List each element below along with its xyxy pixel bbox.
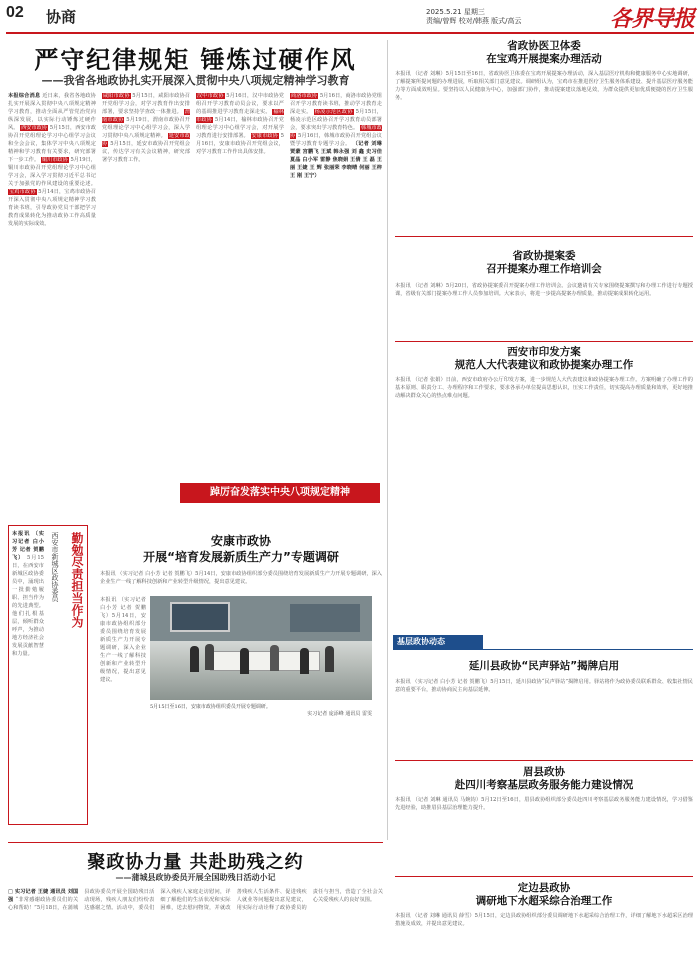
para-baoji: 5月14日，宝鸡市政协召开深入贯彻中央八项规定精神学习教育读书班，引导政协党员干部把学习教育成果转化为推动政协工作高质量发展的实际成效。	[8, 189, 96, 227]
divider	[395, 760, 693, 761]
issue-date: 2025.5.21 星期三	[426, 8, 485, 16]
bottom-story-body	[8, 888, 383, 970]
ankang-story-title: 安康市政协 开展“培育发展新质生产力”专题调研	[143, 534, 339, 564]
tag-xian: 西安市政协	[21, 125, 48, 131]
photo-screen	[290, 604, 360, 632]
vertical-feature-body	[12, 530, 44, 822]
tag-baoji: 宝鸡市政协	[9, 189, 36, 195]
issue-meta	[426, 8, 522, 26]
main-intro: 近日来，我省各地政协扎实开展深入贯彻中央八项规定精神学习教育，推动全面从严管党治党向纵深发展，以实际行动锤炼过硬作风。	[8, 93, 96, 131]
tag-ankang: 安康市政协	[251, 133, 278, 139]
photo-caption	[150, 704, 372, 718]
story2-title: 省政协提案委 召开提案办理工作培训会	[486, 250, 602, 275]
story3-title: 西安市印发方案 规范人大代表建议和政协提案办理工作	[454, 346, 634, 371]
divider	[395, 876, 693, 877]
block-tag: 基层政协动态	[393, 635, 483, 649]
para-ankang: 5月16日，安康市政协召开党组会议，对学习教育工作作出具体安排。	[196, 133, 284, 155]
main-column-1	[8, 92, 96, 477]
section-banner: 踔厉奋发落实中央八项规定精神	[180, 483, 380, 503]
tag-yanan: 延安市政协	[102, 133, 190, 147]
para-yulin: 5月14日，榆林市政协召开党组理论学习中心组学习会，对开展学习教育进行安排部署。	[196, 117, 284, 139]
issue-editors: 责编/曾辉 校对/韩燕 版式/高云	[426, 17, 522, 25]
para-hanzhong: 5月16日，汉中市政协党组召开学习教育动员会议，要求以严的基调推进学习教育走深走实。	[196, 93, 284, 115]
story5-body: 本报讯 （记者 刘琳 通讯员 马婉钧）5月12日至16日，眉县政协组织部分委员赴四川考察基层政务服务能力建设情况，学习借鉴先进经验，助推眉县基层治理能力提升。	[395, 797, 693, 811]
vertical-feature-byline: 本报讯 （实习记者 白小芳 记者 贺鹏飞）	[12, 531, 44, 561]
para-yangling: 5月15日，杨凌示范区政协召开学习教育动员部署会，要求突出学习教育特色。	[290, 109, 382, 131]
story1-body: 本报讯 （记者 刘琳）5月15日至16日，省政协医卫体委在宝鸡开展提案办理活动，深入基层医疗机构和健康服务中心实地调研，了解提案所提问题的办理进展，听取相关部门意见建议。调研组认为，宝鸡市在推进医疗卫生服务体系建设、提升基层医疗服务能力等方面成效明显。要坚持以人民健康为中心，加强部门协作，推动提案建议落地见效，为群众提供更加优质便捷的医疗卫生服务。	[395, 71, 693, 101]
ankang-story-side: 本报讯 （实习记者 白小芳 记者 贺鹏飞）5月14日，安康市政协组织部分委员围绕培育发展新质生产力开展专题调研，深入企业生产一线了解科技创新和产业转型升级情况，提出意见建议。	[100, 597, 146, 683]
column-divider	[387, 40, 388, 840]
story1-title: 省政协医卫体委 在宝鸡开展提案办理活动	[486, 40, 602, 65]
main-column-4	[290, 92, 382, 477]
story4-title: 延川县政协“民声驿站”揭牌启用	[468, 660, 620, 672]
story4-body: 本报讯 （实习记者 白小芳 记者 贺鹏飞）5月15日，延川县政协“民声驿站”揭牌启用。驿站将作为政协委员联系群众、收集社情民意的重要平台，推动协商民主向基层延伸。	[395, 679, 693, 693]
tag-yangling: 杨凌示范区政协	[314, 109, 353, 115]
photo-caption-text: 5月15日至16日，安康市政协组织委员开展专题调研。	[150, 704, 271, 710]
tag-tongchuan: 铜川市政协	[41, 157, 68, 163]
masthead	[6, 4, 694, 34]
bottom-story-byline: □ 实习记者 王婕 通讯员 刘国强	[8, 889, 79, 903]
story2-body: 本报讯 （记者 刘琳）5月20日，省政协提案委召开提案办理工作培训会。会议邀请有关专家围绕提案撰写和办理工作进行专题授课，省级有关部门提案办理工作人员参加培训。大家表示，将进一步提高提案办理质量，推动提案成果转化运用。	[395, 283, 693, 297]
section-title: 协商	[46, 8, 77, 26]
main-headline: 严守纪律规矩 锤炼过硬作风	[34, 46, 357, 74]
block-tag-rule	[393, 649, 693, 650]
main-byline: 本报综合消息	[8, 93, 41, 99]
bottom-story-text: “非常感谢政协委员们的关心和帮助！”5月18日，在蒲城县政协委员开展全国助残日活动现场，残疾人朋友们纷纷表达感谢之情。活动中，委员们深入残疾人家庭走访慰问，详细了解他们的生活状况和实际困难，送去慰问物资，并就改善残疾人生活条件、促进残疾人就业等问题提出意见建议，用实际行动诠释了政协委员的责任与担当，营造了全社会关心关爱残疾人的良好氛围。	[8, 889, 383, 911]
tag-hancheng: 韩城市政协	[290, 125, 382, 139]
para-weinan: 5月19日，渭南市政协召开党组理论学习中心组学习会，深入学习贯彻中央八项规定精神。	[102, 117, 190, 139]
ankang-story-body: 本报讯 （实习记者 白小芳 记者 贺鹏飞）5月14日，安康市政协组织部分委员围绕培育发展新质生产力开展专题调研，深入企业生产一线了解科技创新和产业转型升级情况，提出意见建议。	[100, 571, 382, 585]
divider	[8, 842, 383, 843]
photo-credit: 实习记者 庞添峰 通讯员 雷雯	[307, 711, 372, 717]
photo-screen	[170, 602, 230, 632]
tag-weinan: 渭南市政协	[102, 109, 190, 123]
vertical-feature-title: 勤勉尽责担当作为	[70, 532, 84, 628]
bottom-story-subtitle: ——蒲城县政协委员开展全国助残日活动小记	[115, 873, 276, 882]
page-number: 02	[6, 4, 24, 21]
para-xian: 5月15日，西安市政协召开党组理论学习中心组学习会议和全会会议，集体学习中央八项规定精神和学习教育有关要求，研究部署下一步工作。	[8, 125, 96, 163]
para-shangluo: 5月16日，商洛市政协党组召开学习教育读书班，推动学习教育走深走实。	[290, 93, 382, 115]
main-column-3	[196, 92, 284, 477]
tag-hanzhong: 汉中市政协	[197, 93, 224, 99]
divider	[395, 341, 693, 342]
newspaper-logo: 各界导报	[609, 6, 694, 32]
news-photo	[150, 596, 372, 700]
para-yanan: 5月15日，延安市政协召开党组会议，传达学习有关会议精神，研究部署学习教育工作。	[102, 141, 190, 163]
main-subhead: ——我省各地政协扎实开展深入贯彻中央八项规定精神学习教育	[41, 74, 350, 87]
bottom-story-title: 聚政协力量 共赴助残之约	[87, 852, 304, 873]
tag-shangluo: 商洛市政协	[291, 93, 318, 99]
story6-title: 定边县政协 调研地下水超采综合治理工作	[475, 882, 613, 907]
divider	[395, 236, 693, 237]
tag-xianyang: 咸阳市政协	[103, 93, 130, 99]
vertical-feature-subtitle: 西安市新城区政协委员	[51, 532, 59, 602]
story3-body: 本报讯 （记者 张娟）日前，西安市政府办公厅印发方案，进一步规范人大代表建议和政协提案办理工作。方案明确了办理工作的基本原则、职责分工、办理程序和工作要求，要求各承办单位提高思想认识，压实工作责任，切实提高办理质量和效率，更好地推动解决群众关心的热点难点问题。	[395, 377, 693, 399]
vertical-feature-text: 5月15日，在西安市新城区政协委员中，涌现出一批勤勉履职、担当作为的先进典型。他们扎根基层，倾听群众呼声，为推动地方经济社会发展贡献智慧和力量。	[12, 555, 44, 657]
story6-body: 本报讯 （记者 刘琳 通讯员 薛雪）5月15日，定边县政协组织部分委员调研地下水超采综合治理工作，详细了解地下水超采区治理措施及成效，并提出意见建议。	[395, 913, 693, 927]
main-column-2	[102, 92, 190, 477]
para-xianyang: 5月15日，咸阳市政协召开党组学习会，对学习教育作出安排部署，要求坚持学查改一体推进。	[102, 93, 190, 115]
para-hancheng: 5月16日，韩城市政协召开党组会议暨学习教育专题学习会。	[290, 133, 382, 147]
tag-yulin: 榆林市政协	[196, 109, 284, 123]
para-tongchuan: 5月19日，铜川市政协召开党组理论学习中心组学习会，深入学习贯彻习近平总书记关于加强党的作风建设的重要论述。	[8, 157, 96, 187]
main-contributors: （记者 刘琳 贾蒙 宫鹏飞 王斌 韩永强 刘 鑫 史习佳 夏晶 白小军 雷静 焦晓娟 王倩 王 磊 王丽 王婕 王 辉 张丽荣 李晓晴 何丽 王梓 王 刚 王宁）	[290, 141, 382, 179]
story5-title: 眉县政协 赴四川考察基层政务服务能力建设情况	[454, 766, 634, 791]
